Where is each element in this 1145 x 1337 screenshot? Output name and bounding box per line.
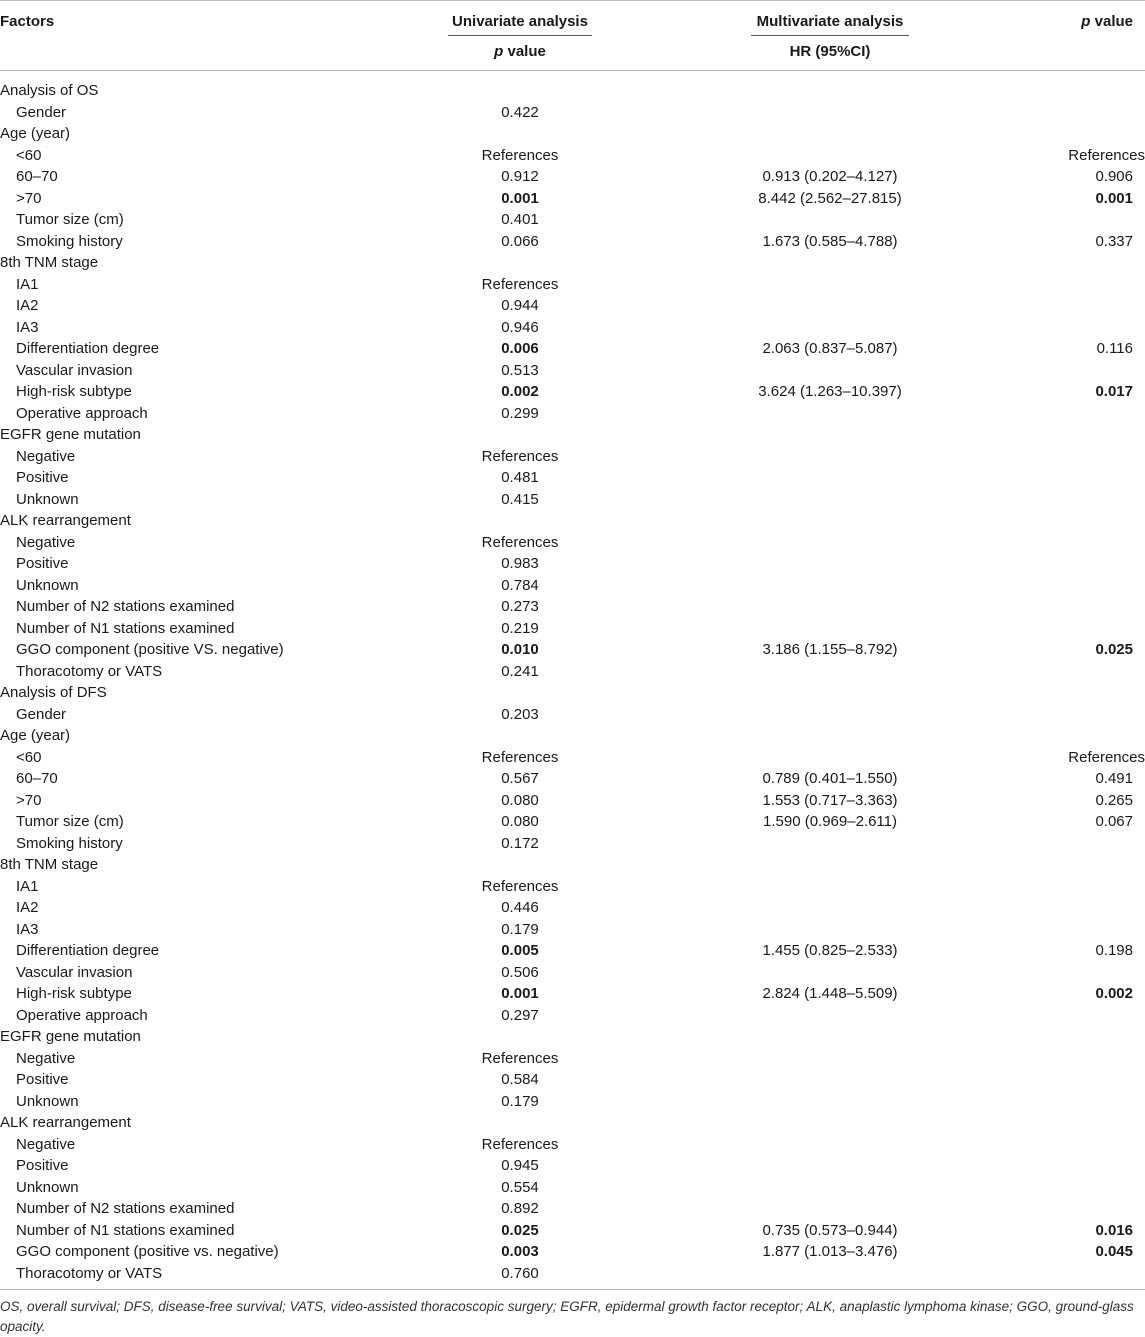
table-header: [0, 0, 1145, 71]
factor-cell: High-risk subtype: [16, 985, 132, 1002]
table-row: [0, 1198, 1145, 1220]
univariate-p-cell: 0.002: [501, 383, 539, 400]
factor-cell: ALK rearrangement: [0, 1114, 131, 1131]
factor-cell: Unknown: [16, 1178, 79, 1196]
table-row: [0, 532, 1145, 554]
factor-cell: Age (year): [0, 727, 71, 744]
factor-cell: IA2: [16, 297, 39, 314]
factor-cell: Age (year): [0, 125, 71, 142]
hr-cell: 8.442 (2.562–27.815): [758, 189, 902, 207]
factor-cell: Number of N2 stations examined: [16, 598, 235, 615]
factor-cell: Positive: [16, 1157, 69, 1174]
factor-cell: Negative: [16, 533, 76, 551]
factor-cell: Thoracotomy or VATS: [16, 662, 163, 680]
multivariate-p-cell: 0.016: [1095, 1221, 1133, 1239]
hr-cell: 0.735 (0.573–0.944): [762, 1221, 898, 1239]
table-row: [0, 446, 1145, 468]
header-p-suffix: value: [1090, 13, 1133, 30]
factor-cell: <60: [16, 748, 42, 766]
univariate-p-cell: References: [481, 877, 559, 895]
table-row: [0, 596, 1145, 618]
univariate-p-cell: 0.892: [501, 1200, 539, 1217]
footer-divider: [0, 1289, 1145, 1290]
univariate-p-cell: 0.080: [501, 813, 539, 830]
factor-cell: Negative: [16, 447, 76, 465]
table-row: [0, 209, 1145, 231]
header-p-value: [1081, 13, 1133, 31]
factor-cell: Negative: [16, 1135, 76, 1153]
multivariate-p-cell: 0.337: [1095, 232, 1133, 250]
table-row: [0, 381, 1145, 403]
factor-cell: Unknown: [16, 490, 79, 508]
factor-cell: Operative approach: [16, 1006, 148, 1024]
factor-cell: Gender: [16, 705, 67, 723]
univariate-p-cell: 0.446: [501, 899, 539, 916]
factor-cell: >70: [16, 189, 42, 207]
table-row: [0, 1177, 1145, 1199]
hr-cell: 0.789 (0.401–1.550): [762, 770, 898, 787]
univariate-p-cell: References: [481, 447, 559, 465]
multivariate-p-cell: 0.045: [1095, 1243, 1133, 1260]
univariate-p-cell: 0.179: [501, 920, 539, 938]
univariate-p-cell: References: [481, 275, 559, 293]
factor-cell: Vascular invasion: [16, 963, 133, 981]
table-row: [0, 575, 1145, 597]
table-row: [0, 790, 1145, 812]
factor-cell: Unknown: [16, 1092, 79, 1110]
factor-cell: Tumor size (cm): [16, 211, 124, 228]
multivariate-p-cell: 0.017: [1095, 383, 1133, 400]
header-univariate-p: p: [494, 43, 504, 60]
factor-cell: Positive: [16, 555, 69, 572]
table-row: [0, 1048, 1145, 1070]
table-row: [0, 1026, 1145, 1048]
factor-cell: <60: [16, 146, 42, 164]
univariate-p-cell: 0.481: [501, 469, 539, 486]
univariate-p-cell: 0.066: [501, 232, 539, 250]
factor-cell: EGFR gene mutation: [0, 1028, 141, 1045]
header-factors: Factors: [0, 13, 55, 30]
univariate-p-cell: 0.945: [501, 1157, 539, 1174]
header-multivariate: Multivariate analysis: [751, 13, 909, 36]
table-row: [0, 704, 1145, 726]
univariate-p-cell: 0.944: [501, 297, 539, 314]
univariate-p-cell: 0.172: [501, 834, 539, 852]
factor-cell: ALK rearrangement: [0, 512, 131, 529]
factor-cell: Operative approach: [16, 404, 148, 422]
table-row: [0, 338, 1145, 360]
table-row: [0, 424, 1145, 446]
table-row: [0, 833, 1145, 855]
table-row: [0, 876, 1145, 898]
factor-cell: Thoracotomy or VATS: [16, 1264, 163, 1282]
factor-cell: 8th TNM stage: [0, 856, 99, 873]
factor-cell: IA2: [16, 899, 39, 916]
hr-cell: 2.063 (0.837–5.087): [762, 340, 898, 357]
table-row: [0, 1263, 1145, 1285]
table-row: [0, 639, 1145, 661]
factor-cell: 60–70: [16, 168, 58, 185]
factor-cell: Vascular invasion: [16, 361, 133, 379]
univariate-p-cell: 0.003: [501, 1243, 539, 1260]
table-row: [0, 811, 1145, 833]
univariate-p-cell: 0.219: [501, 619, 539, 637]
factor-cell: IA1: [16, 877, 39, 895]
header-p: p: [1081, 13, 1091, 30]
table-row: [0, 188, 1145, 210]
multivariate-p-cell: 0.001: [1095, 189, 1133, 207]
multivariate-p-cell: 0.198: [1095, 942, 1133, 959]
hr-cell: 1.455 (0.825–2.533): [762, 942, 898, 959]
hr-cell: 1.590 (0.969–2.611): [763, 813, 897, 830]
multivariate-p-cell: 0.906: [1095, 168, 1133, 185]
hr-cell: 3.624 (1.263–10.397): [758, 383, 902, 400]
univariate-p-cell: 0.241: [501, 662, 539, 680]
hr-cell: 1.673 (0.585–4.788): [762, 232, 898, 250]
univariate-p-cell: References: [481, 1135, 559, 1153]
hr-cell: 1.877 (1.013–3.476): [762, 1243, 898, 1260]
multivariate-p-cell: References: [1068, 748, 1145, 766]
univariate-p-cell: 0.010: [501, 641, 539, 658]
univariate-p-cell: 0.513: [501, 361, 539, 379]
table-row: [0, 403, 1145, 425]
factor-cell: 60–70: [16, 770, 58, 787]
table-row: [0, 962, 1145, 984]
univariate-p-cell: 0.299: [501, 404, 539, 422]
factor-cell: Analysis of DFS: [0, 684, 107, 701]
factor-cell: GGO component (positive vs. negative): [16, 1243, 279, 1260]
univariate-p-cell: References: [481, 1049, 559, 1067]
hr-cell: 2.824 (1.448–5.509): [762, 985, 898, 1002]
factor-cell: Smoking history: [16, 834, 123, 852]
table-row: [0, 919, 1145, 941]
table-row: [0, 747, 1145, 769]
table-row: [0, 725, 1145, 747]
factor-cell: IA3: [16, 920, 39, 938]
factor-cell: Differentiation degree: [16, 340, 160, 357]
table-row: [0, 1069, 1145, 1091]
factor-cell: Positive: [16, 469, 69, 486]
table-row: [0, 1112, 1145, 1134]
factor-cell: Smoking history: [16, 232, 123, 250]
univariate-p-cell: References: [481, 533, 559, 551]
table-row: [0, 317, 1145, 339]
factor-cell: EGFR gene mutation: [0, 426, 141, 443]
univariate-p-cell: 0.784: [501, 576, 539, 594]
table-row: [0, 360, 1145, 382]
multivariate-p-cell: 0.025: [1095, 641, 1133, 658]
factor-cell: High-risk subtype: [16, 383, 132, 400]
univariate-p-cell: 0.297: [501, 1006, 539, 1024]
table-row: [0, 854, 1145, 876]
table-row: [0, 102, 1145, 124]
univariate-p-cell: 0.006: [501, 340, 539, 357]
table-row: [0, 295, 1145, 317]
univariate-p-cell: 0.001: [501, 189, 539, 207]
factor-cell: Positive: [16, 1071, 69, 1088]
table-row: [0, 1134, 1145, 1156]
factor-cell: Unknown: [16, 576, 79, 594]
header-univariate-p-suffix: value: [503, 43, 546, 60]
factor-cell: Tumor size (cm): [16, 813, 124, 830]
univariate-p-cell: 0.983: [501, 555, 539, 572]
factor-cell: Number of N1 stations examined: [16, 1221, 235, 1239]
table-row: [0, 1005, 1145, 1027]
univariate-p-cell: 0.506: [501, 963, 539, 981]
table-row: [0, 274, 1145, 296]
table-row: [0, 983, 1145, 1005]
univariate-p-cell: References: [481, 146, 559, 164]
univariate-p-cell: 0.001: [501, 985, 539, 1002]
factor-cell: Number of N2 stations examined: [16, 1200, 235, 1217]
univariate-p-cell: 0.760: [501, 1264, 539, 1282]
factor-cell: Negative: [16, 1049, 76, 1067]
univariate-p-cell: 0.080: [501, 791, 539, 809]
multivariate-p-cell: References: [1068, 146, 1145, 164]
table-row: [0, 510, 1145, 532]
hr-cell: 3.186 (1.155–8.792): [762, 641, 898, 658]
table-footnote: OS, overall survival; DFS, disease-free survival; VATS, video-assisted thoracoscopic surgery; EGFR, epidermal growth factor receptor; ALK, anaplastic lymphoma kinase; GGO, ground-glass opacity.: [0, 1299, 1134, 1334]
multivariate-p-cell: 0.491: [1095, 770, 1133, 787]
table-row: [0, 768, 1145, 790]
factor-cell: IA1: [16, 275, 39, 293]
table-row: [0, 618, 1145, 640]
table-row: [0, 1220, 1145, 1242]
univariate-p-cell: 0.422: [501, 103, 539, 121]
factor-cell: GGO component (positive VS. negative): [16, 641, 284, 658]
hr-cell: 0.913 (0.202–4.127): [762, 168, 898, 185]
header-univariate-p-value: [448, 43, 592, 61]
univariate-p-cell: 0.567: [501, 770, 539, 787]
univariate-p-cell: 0.005: [501, 942, 539, 959]
factor-cell: IA3: [16, 318, 39, 336]
table-row: [0, 252, 1145, 274]
multivariate-p-cell: 0.116: [1096, 340, 1133, 357]
univariate-p-cell: 0.584: [501, 1071, 539, 1088]
table-row: [0, 80, 1145, 102]
factor-cell: >70: [16, 791, 42, 809]
hr-cell: 1.553 (0.717–3.363): [762, 791, 898, 809]
table-row: [0, 1241, 1145, 1263]
factor-cell: Analysis of OS: [0, 82, 99, 99]
table-row: [0, 489, 1145, 511]
table-row: [0, 467, 1145, 489]
factor-cell: Differentiation degree: [16, 942, 160, 959]
table-row: [0, 166, 1145, 188]
univariate-p-cell: 0.401: [501, 211, 539, 228]
univariate-p-cell: References: [481, 748, 559, 766]
univariate-p-cell: 0.203: [501, 705, 539, 723]
univariate-p-cell: 0.025: [501, 1221, 539, 1239]
univariate-p-cell: 0.273: [501, 598, 539, 615]
table-row: [0, 1091, 1145, 1113]
table-row: [0, 553, 1145, 575]
table-row: [0, 682, 1145, 704]
multivariate-p-cell: 0.002: [1095, 985, 1133, 1002]
factor-cell: Number of N1 stations examined: [16, 619, 235, 637]
table-row: [0, 940, 1145, 962]
table-row: [0, 897, 1145, 919]
univariate-p-cell: 0.946: [501, 318, 539, 336]
table-row: [0, 123, 1145, 145]
header-hr: HR (95%CI): [789, 43, 871, 60]
univariate-p-cell: 0.179: [501, 1092, 539, 1110]
table-row: [0, 661, 1145, 683]
univariate-p-cell: 0.554: [501, 1178, 539, 1196]
factor-cell: 8th TNM stage: [0, 254, 99, 271]
table-row: [0, 1155, 1145, 1177]
univariate-p-cell: 0.912: [501, 168, 539, 185]
table-row: [0, 231, 1145, 253]
multivariate-p-cell: 0.265: [1095, 791, 1133, 809]
header-univariate: Univariate analysis: [448, 13, 592, 36]
factor-cell: Gender: [16, 103, 67, 121]
multivariate-p-cell: 0.067: [1095, 813, 1133, 830]
table-body: [0, 71, 1145, 1284]
univariate-p-cell: 0.415: [501, 490, 539, 508]
table-row: [0, 145, 1145, 167]
